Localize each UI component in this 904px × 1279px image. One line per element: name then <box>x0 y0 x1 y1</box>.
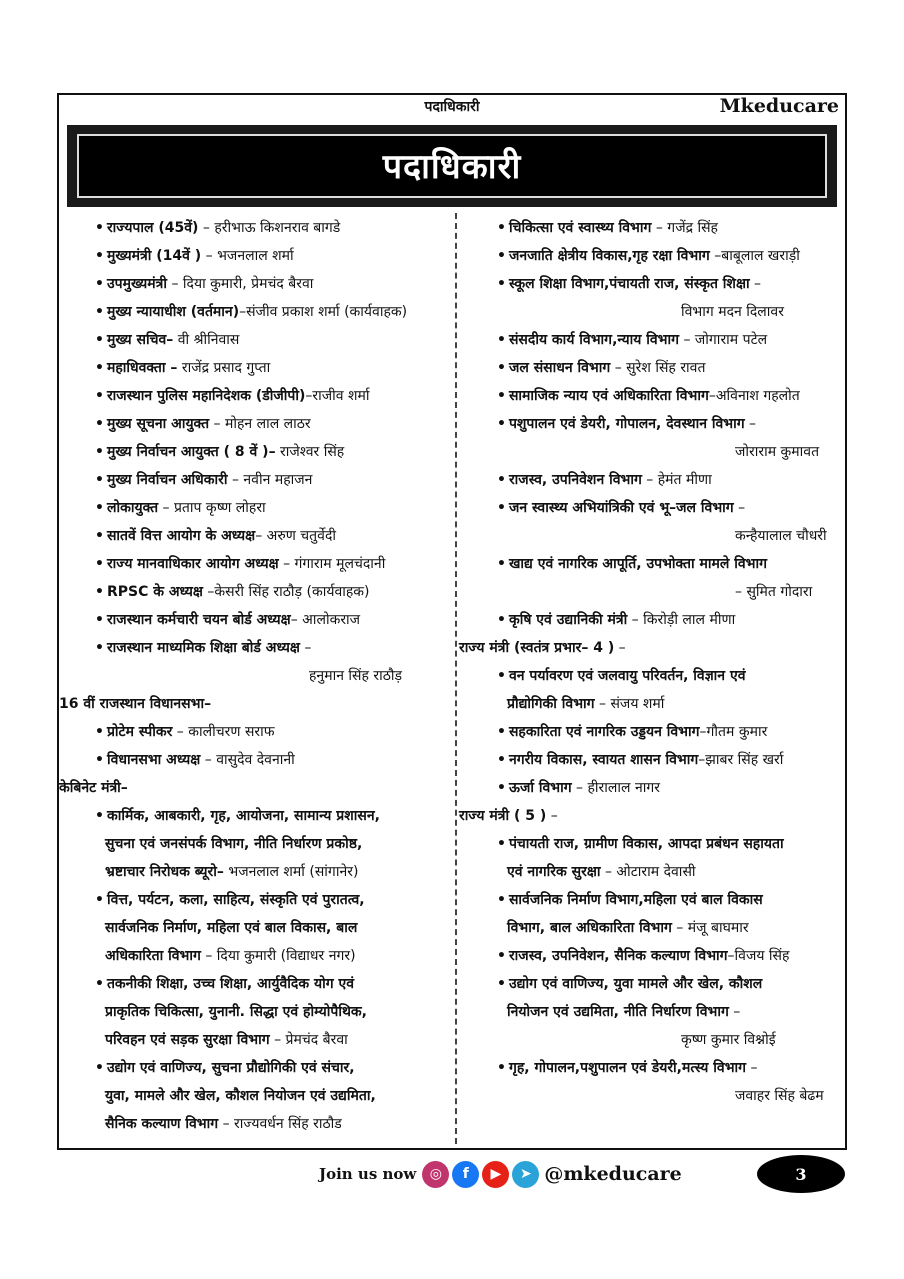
item-detail: –अविनाश गहलोत <box>708 388 800 404</box>
bullet-icon: • <box>497 248 506 264</box>
item-heading: मुख्यमंत्री (14वें ) <box>106 248 202 264</box>
instagram-icon[interactable]: ◎ <box>422 1161 449 1188</box>
list-item <box>95 471 312 489</box>
list-item <box>105 863 358 881</box>
list-item <box>95 639 311 657</box>
bullet-icon: • <box>497 360 506 376</box>
bullet-icon: • <box>95 976 104 992</box>
list-item <box>497 471 712 489</box>
item-heading: सातवें वित्त आयोग के अध्यक्ष <box>106 528 256 544</box>
bullet-icon: • <box>95 1060 104 1076</box>
item-detail: –गौतम कुमार <box>699 724 768 740</box>
item-detail: – हीरालाल नागर <box>571 780 660 796</box>
item-heading: राजस्व, उपनिवेशन विभाग <box>508 472 642 488</box>
list-item <box>105 1087 376 1105</box>
item-heading: केबिनेट मंत्री– <box>59 780 128 796</box>
list-item <box>497 219 718 237</box>
item-heading: संसदीय कार्य विभाग,न्याय विभाग <box>508 332 680 348</box>
item-detail: – मोहन लाल लाठर <box>209 416 311 432</box>
list-item <box>507 863 696 881</box>
item-heading: वित्त, पर्यटन, कला, साहित्य, संस्कृति एवं पुरातत्व, <box>106 892 365 908</box>
list-item <box>497 415 756 433</box>
item-heading: प्रौद्योगिकी विभाग <box>507 696 595 712</box>
list-item <box>497 247 800 265</box>
bullet-icon: • <box>497 416 506 432</box>
bullet-icon: • <box>497 892 506 908</box>
bullet-icon: • <box>497 388 506 404</box>
list-item <box>95 1059 355 1077</box>
bullet-icon: • <box>95 584 104 600</box>
item-detail: – अरुण चतुर्वेदी <box>255 528 337 544</box>
bullet-icon: • <box>497 752 506 768</box>
item-heading: नियोजन एवं उद्यमिता, नीति निर्धारण विभाग <box>507 1004 729 1020</box>
item-detail: वी श्रीनिवास <box>173 332 240 348</box>
list-item <box>95 807 380 825</box>
bullet-icon: • <box>497 724 506 740</box>
item-heading: सैनिक कल्याण विभाग <box>105 1116 219 1132</box>
list-item <box>95 583 370 601</box>
bullet-icon: • <box>497 276 506 292</box>
bullet-icon: • <box>497 948 506 964</box>
list-item <box>95 359 270 377</box>
item-heading: मुख्य निर्वाचन आयुक्त ( 8 वें )– <box>106 444 276 460</box>
item-heading: महाधिवक्ता – <box>106 360 178 376</box>
item-detail: – <box>728 1004 741 1020</box>
item-heading: जन स्वास्थ्य अभियांत्रिकी एवं भू–जल विभाग <box>508 500 734 516</box>
bullet-icon: • <box>95 472 104 488</box>
item-detail: – दिया कुमारी, प्रेमचंद बैरवा <box>167 276 314 292</box>
item-detail: हनुमान सिंह राठौड़ <box>309 668 402 684</box>
item-heading: परिवहन एवं सड़क सुरक्षा विभाग <box>105 1032 270 1048</box>
list-item <box>95 219 340 237</box>
item-detail: कन्हैयालाल चौधरी <box>735 528 827 544</box>
list-item <box>497 331 767 349</box>
list-item <box>735 583 812 601</box>
list-item <box>105 947 356 965</box>
list-item <box>497 611 735 629</box>
list-item <box>497 359 705 377</box>
item-heading: युवा, मामले और खेल, कौशल नियोजन एवं उद्यमिता, <box>105 1088 376 1104</box>
list-item <box>497 275 761 293</box>
bullet-icon: • <box>497 472 506 488</box>
list-item <box>459 807 558 825</box>
list-item <box>95 303 407 321</box>
list-item <box>105 1031 348 1049</box>
item-detail: – दिया कुमारी (विद्याधर नगर) <box>200 948 356 964</box>
bullet-icon: • <box>95 220 104 236</box>
item-detail: – <box>299 640 312 656</box>
list-item <box>95 723 275 741</box>
item-detail: जोराराम कुमावत <box>735 444 820 460</box>
list-item <box>507 695 664 713</box>
list-item <box>735 1087 824 1105</box>
item-heading: पशुपालन एवं डेयरी, गोपालन, देवस्थान विभाग <box>508 416 745 432</box>
youtube-icon[interactable]: ▶ <box>482 1161 509 1188</box>
list-item <box>459 639 626 657</box>
join-text: Join us now <box>319 1165 417 1183</box>
list-item <box>95 387 370 405</box>
bullet-icon: • <box>95 444 104 460</box>
title-banner <box>67 125 837 207</box>
bullet-icon: • <box>497 780 506 796</box>
bullet-icon: • <box>497 976 506 992</box>
bullet-icon: • <box>95 640 104 656</box>
item-detail: – <box>546 808 558 824</box>
bullet-icon: • <box>95 808 104 824</box>
item-detail: – <box>744 416 757 432</box>
item-detail: –बाबूलाल खराड़ी <box>709 248 800 264</box>
item-heading: राज्य मानवाधिकार आयोग अध्यक्ष <box>106 556 279 572</box>
bullet-icon: • <box>497 612 506 628</box>
item-detail: – जोगाराम पटेल <box>679 332 768 348</box>
list-item <box>95 975 354 993</box>
list-item <box>497 975 762 993</box>
item-heading: कार्मिक, आबकारी, गृह, आयोजना, सामान्य प्रशासन, <box>106 808 380 824</box>
item-heading: पंचायती राज, ग्रामीण विकास, आपदा प्रबंधन सहायता <box>508 836 784 852</box>
item-detail: – प्रेमचंद बैरवा <box>269 1032 348 1048</box>
list-item <box>507 919 749 937</box>
item-detail: – <box>614 640 626 656</box>
item-detail: – राज्यवर्धन सिंह राठौड <box>218 1116 342 1132</box>
bullet-icon: • <box>497 500 506 516</box>
item-detail: – हेमंत मीणा <box>641 472 712 488</box>
list-item <box>681 303 784 321</box>
item-heading: राजस्व, उपनिवेशन, सैनिक कल्याण विभाग <box>508 948 728 964</box>
item-heading: सार्वजनिक निर्माण विभाग,महिला एवं बाल विकास <box>508 892 763 908</box>
bullet-icon: • <box>497 220 506 236</box>
page-frame <box>57 93 847 1150</box>
bullet-icon: • <box>497 668 506 684</box>
list-item <box>95 275 313 293</box>
page-number: 3 <box>757 1155 845 1193</box>
item-detail: – आलोकराज <box>290 612 361 628</box>
item-heading: जनजाति क्षेत्रीय विकास,गृह रक्षा विभाग <box>508 248 710 264</box>
bullet-icon: • <box>95 388 104 404</box>
item-heading: उद्योग एवं वाणिज्य, युवा मामले और खेल, कौशल <box>508 976 763 992</box>
item-heading: खाद्य एवं नागरिक आपूर्ति, उपभोक्ता मामले विभाग <box>508 556 768 572</box>
bullet-icon: • <box>95 724 104 740</box>
item-detail: – सुरेश सिंह रावत <box>610 360 706 376</box>
item-heading: लोकायुक्त <box>106 500 159 516</box>
item-detail: – सुमित गोदारा <box>735 584 813 600</box>
item-heading: राजस्थान कर्मचारी चयन बोर्ड अध्यक्ष <box>106 612 291 628</box>
list-item <box>309 667 402 685</box>
list-item <box>497 667 745 685</box>
list-item <box>95 499 266 517</box>
bullet-icon: • <box>497 556 506 572</box>
item-heading: मुख्य सूचना आयुक्त <box>106 416 210 432</box>
item-heading: गृह, गोपालन,पशुपालन एवं डेयरी,मत्स्य विभाग <box>508 1060 747 1076</box>
list-item <box>497 387 800 405</box>
list-item <box>497 555 767 573</box>
item-heading: उपमुख्यमंत्री <box>106 276 167 292</box>
item-heading: 16 वीं राजस्थान विधानसभा– <box>59 696 212 712</box>
bullet-icon: • <box>95 276 104 292</box>
list-item <box>735 443 819 461</box>
list-item <box>497 723 767 741</box>
list-item <box>59 779 128 797</box>
running-header: पदाधिकारी <box>424 99 480 115</box>
item-heading: भ्रष्टाचार निरोधक ब्यूरो– <box>105 864 224 880</box>
item-detail: – भजनलाल शर्मा <box>201 248 294 264</box>
item-heading: RPSC के अध्यक्ष <box>106 584 203 600</box>
item-heading: वन पर्यावरण एवं जलवायु परिवर्तन, विज्ञान एवं <box>508 668 746 684</box>
item-heading: उद्योग एवं वाणिज्य, सुचना प्रौद्योगिकी एवं संचार, <box>106 1060 355 1076</box>
item-detail: – हरीभाऊ किशनराव बागडे <box>198 220 341 236</box>
list-item <box>497 891 763 909</box>
list-item <box>507 1003 740 1021</box>
list-item <box>95 247 294 265</box>
telegram-icon[interactable]: ➤ <box>512 1161 539 1188</box>
item-heading: राजस्थान माध्यमिक शिक्षा बोर्ड अध्यक्ष <box>106 640 300 656</box>
item-detail: – गंगाराम मूलचंदानी <box>278 556 386 572</box>
page-title: पदाधिकारी <box>382 147 522 187</box>
item-detail: – किरोड़ी लाल मीणा <box>627 612 736 628</box>
item-heading: विधानसभा अध्यक्ष <box>106 752 201 768</box>
list-item <box>105 1003 367 1021</box>
item-heading: चिकित्सा एवं स्वास्थ्य विभाग <box>508 220 652 236</box>
item-detail: – कालीचरण सराफ <box>172 724 275 740</box>
item-heading: तकनीकी शिक्षा, उच्च शिक्षा, आर्युवैदिक योग एवं <box>106 976 354 992</box>
list-item <box>95 611 360 629</box>
item-heading: नगरीय विकास, स्वायत शासन विभाग <box>508 752 699 768</box>
item-detail: – वासुदेव देवनानी <box>200 752 295 768</box>
item-heading: मुख्य निर्वाचन अधिकारी <box>106 472 228 488</box>
list-item <box>497 751 783 769</box>
list-item <box>95 891 365 909</box>
item-detail: राजेंद्र प्रसाद गुप्ता <box>177 360 271 376</box>
list-item <box>95 527 336 545</box>
item-heading: स्कूल शिक्षा विभाग,पंचायती राज, संस्कृत शिक्षा <box>508 276 750 292</box>
item-detail: – <box>733 500 746 516</box>
item-detail: – प्रताप कृष्ण लोहरा <box>158 500 266 516</box>
item-heading: सामाजिक न्याय एवं अधिकारिता विभाग <box>508 388 709 404</box>
list-item <box>497 499 745 517</box>
bullet-icon: • <box>95 528 104 544</box>
item-detail: –केसरी सिंह राठौड़ (कार्यवाहक) <box>202 584 370 600</box>
list-item <box>497 947 789 965</box>
item-detail: – संजय शर्मा <box>594 696 665 712</box>
list-item <box>497 835 784 853</box>
item-heading: प्राकृतिक चिकित्सा, युनानी. सिद्धा एवं होम्योपैथिक, <box>105 1004 367 1020</box>
item-heading: सुचना एवं जनसंपर्क विभाग, नीति निर्धारण प्रकोष्ठ, <box>105 836 363 852</box>
bullet-icon: • <box>95 360 104 376</box>
item-detail: – <box>746 1060 758 1076</box>
list-item <box>95 415 311 433</box>
social-handle: @mkeducare <box>544 1163 682 1185</box>
brand-name: Mkeducare <box>719 95 839 117</box>
item-detail: –राजीव शर्मा <box>305 388 370 404</box>
list-item <box>59 695 211 713</box>
item-detail: जवाहर सिंह बेढम <box>735 1088 824 1104</box>
item-detail: –झाबर सिंह खर्रा <box>698 752 784 768</box>
item-detail: – <box>749 276 762 292</box>
item-detail: भजनलाल शर्मा (सांगानेर) <box>223 864 359 880</box>
bullet-icon: • <box>497 332 506 348</box>
bullet-icon: • <box>95 248 104 264</box>
column-divider <box>455 213 457 1144</box>
list-item <box>95 443 344 461</box>
item-heading: एवं नागरिक सुरक्षा <box>507 864 601 880</box>
list-item <box>105 835 362 853</box>
item-detail: राजेश्वर सिंह <box>275 444 345 460</box>
item-heading: राज्यपाल (45वें) <box>106 220 199 236</box>
item-detail: – मंजू बाघमार <box>671 920 749 936</box>
item-detail: – नवीन महाजन <box>227 472 313 488</box>
item-heading: मुख्य सचिव– <box>106 332 174 348</box>
list-item <box>95 555 385 573</box>
list-item <box>95 331 239 349</box>
item-detail: –संजीव प्रकाश शर्मा (कार्यवाहक) <box>239 304 408 320</box>
item-heading: अधिकारिता विभाग <box>105 948 201 964</box>
item-heading: राज्य मंत्री (स्वतंत्र प्रभार– 4 ) <box>459 640 615 656</box>
list-item <box>105 1115 342 1133</box>
list-item <box>95 751 295 769</box>
item-heading: ऊर्जा विभाग <box>508 780 572 796</box>
list-item <box>105 919 357 937</box>
item-heading: कृषि एवं उद्यानिकी मंत्री <box>508 612 628 628</box>
item-detail: विभाग मदन दिलावर <box>681 304 784 320</box>
item-detail: –विजय सिंह <box>727 948 790 964</box>
item-detail: – ओटाराम देवासी <box>600 864 696 880</box>
item-heading: जल संसाधन विभाग <box>508 360 611 376</box>
facebook-icon[interactable]: f <box>452 1161 479 1188</box>
bullet-icon: • <box>95 304 104 320</box>
item-detail: कृष्ण कुमार विश्नोई <box>681 1032 776 1048</box>
bullet-icon: • <box>95 500 104 516</box>
list-item <box>497 1059 758 1077</box>
bullet-icon: • <box>95 556 104 572</box>
bullet-icon: • <box>95 892 104 908</box>
bullet-icon: • <box>95 612 104 628</box>
list-item <box>735 527 827 545</box>
item-heading: सहकारिता एवं नागरिक उड्डयन विभाग <box>508 724 700 740</box>
list-item <box>497 779 660 797</box>
item-heading: सार्वजनिक निर्माण, महिला एवं बाल विकास, बाल <box>105 920 358 936</box>
item-heading: मुख्य न्यायाधीश (वर्तमान) <box>106 304 240 320</box>
item-heading: राजस्थान पुलिस महानिदेशक (डीजीपी) <box>106 388 306 404</box>
footer-social <box>319 1159 682 1189</box>
item-heading: विभाग, बाल अधिकारिता विभाग <box>507 920 672 936</box>
bullet-icon: • <box>95 332 104 348</box>
list-item <box>681 1031 776 1049</box>
item-heading: प्रोटेम स्पीकर <box>106 724 173 740</box>
bullet-icon: • <box>95 752 104 768</box>
item-heading: राज्य मंत्री ( 5 ) <box>459 808 547 824</box>
bullet-icon: • <box>497 1060 506 1076</box>
bullet-icon: • <box>95 416 104 432</box>
bullet-icon: • <box>497 836 506 852</box>
item-detail: – गजेंद्र सिंह <box>651 220 718 236</box>
